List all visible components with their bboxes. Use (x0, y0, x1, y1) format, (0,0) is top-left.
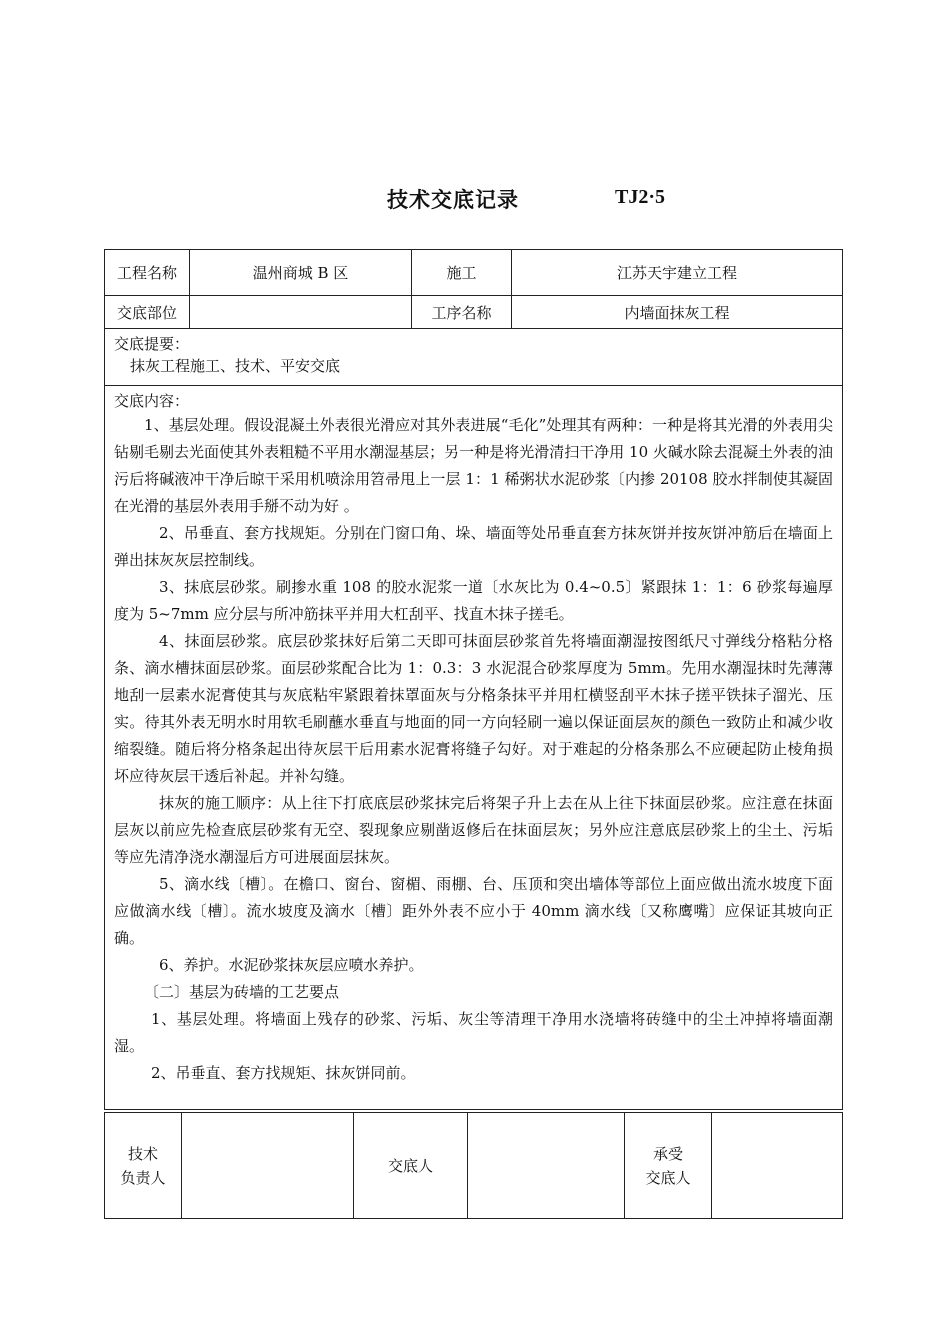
project-name-value: 温州商城 B 区 (190, 250, 412, 296)
record-table (104, 249, 843, 1110)
receiver-label (625, 1113, 712, 1219)
process-label: 工序名称 (412, 296, 512, 329)
construction-label: 施工 (412, 250, 512, 296)
content-paragraph: 2、吊垂直、套方找规矩。分别在门窗口角、垛、墙面等处吊垂直套方抹灰饼并按灰饼冲筋后在墙面上弹出抹灰灰层控制线。 (114, 524, 833, 569)
page-title: 技术交底记录 (387, 187, 519, 212)
content-paragraph: 抹灰的施工顺序：从上往下打底底层砂浆抹完后将架子升上去在从上往下抹面层砂浆。应注意在抹面层灰以前应先检查底层砂浆有无空、裂现象应剔凿返修后在抹面层灰；另外应注意底层砂浆上的尘土、污垢等应先清净浇水潮湿后方可进展面层抹灰。 (114, 794, 833, 866)
tech-lead-signature (182, 1113, 354, 1219)
handover-signature (468, 1113, 625, 1219)
part-value (190, 296, 412, 329)
summary-row (105, 329, 843, 386)
tech-lead-line2: 负责人 (120, 1168, 166, 1187)
content-label: 交底内容： (114, 392, 190, 410)
content-paragraph: 1、基层处理。将墙面上残存的砂浆、污垢、灰尘等清理干净用水浇墙将砖缝中的尘土冲掉将墙面潮湿。 (114, 1010, 833, 1055)
construction-value: 江苏天宇建立工程 (512, 250, 843, 296)
summary-text: 抹灰工程施工、技术、平安交底 (130, 357, 341, 375)
tech-lead-line1: 技术 (127, 1144, 158, 1163)
project-row (105, 250, 843, 296)
receiver-signature (712, 1113, 843, 1219)
process-value: 内墙面抹灰工程 (512, 296, 843, 329)
receiver-line1: 承受 (652, 1144, 683, 1163)
content-paragraph: 4、抹面层砂浆。底层砂浆抹好后第二天即可抹面层砂浆首先将墙面潮湿按图纸尺寸弹线分格粘分格条、滴水槽抹面层砂浆。面层砂浆配合比为 1：0.3：3 水泥混合砂浆厚度为 5mm。先用水潮湿抹时先薄薄地刮一层素水泥膏使其与灰底粘牢紧跟着抹罩面灰与分格条抹平并用杠横竖刮平木抹子搓平铁抹子溜光、压实。待其外表无明水时用软毛刷蘸水垂直与地面的同一方向轻刷一遍以保证面层灰的颜色一致防止和减少收缩裂缝。随后将分格条起出待灰层干后用素水泥膏将缝子勾好。对于难起的分格条那么不应硬起防止棱角损坏应待灰层干透后补起。并补勾缝。 (114, 632, 833, 785)
signature-table (104, 1112, 843, 1219)
content-paragraph: 1、基层处理。假设混凝土外表很光滑应对其外表进展“毛化”处理其有两种：一种是将其光滑的外表用尖钻剔毛剔去光面使其外表粗糙不平用水潮湿基层；另一种是将光滑清扫干净用 10 火碱水除去混凝土外表的油污后将碱液冲干净后晾干采用机喷涂用笤帚甩上一层 1：1 稀粥状水泥砂浆〔内掺 20108 胶水拌制使其凝固在光滑的基层外表用手掰不动为好 。 (114, 416, 833, 515)
signature-row (105, 1113, 843, 1219)
content-cell (105, 386, 843, 1110)
content-paragraph: 5、滴水线〔槽〕。在檐口、窗台、窗楣、雨棚、台、压顶和突出墙体等部位上面应做出流水坡度下面应做滴水线〔槽〕。流水坡度及滴水〔槽〕距外外表不应小于 40mm 滴水线〔又称鹰嘴〕应保证其坡向正确。 (114, 875, 833, 947)
part-label: 交底部位 (105, 296, 190, 329)
receiver-line2: 交底人 (645, 1168, 691, 1187)
handover-label: 交底人 (354, 1113, 468, 1219)
part-row (105, 296, 843, 329)
summary-label: 交底提要： (114, 335, 190, 353)
document-code: TJ2·5 (615, 186, 666, 208)
project-name-label: 工程名称 (105, 250, 190, 296)
summary-cell (105, 329, 843, 386)
tech-lead-label (105, 1113, 182, 1219)
content-row (105, 386, 843, 1110)
content-paragraph: 〔二〕基层为砖墙的工艺要点 (144, 983, 340, 1001)
content-paragraph: 3、抹底层砂浆。刷掺水重 108 的胶水泥浆一道〔水灰比为 0.4~0.5〕紧跟抹 1：1：6 砂浆每遍厚度为 5~7mm 应分层与所冲筋抹平并用大杠刮平、找直木抹子搓毛。 (114, 578, 833, 623)
content-paragraph: 6、养护。水泥砂浆抹灰层应喷水养护。 (159, 956, 424, 974)
content-paragraph: 2、吊垂直、套方找规矩、抹灰饼同前。 (151, 1064, 416, 1082)
